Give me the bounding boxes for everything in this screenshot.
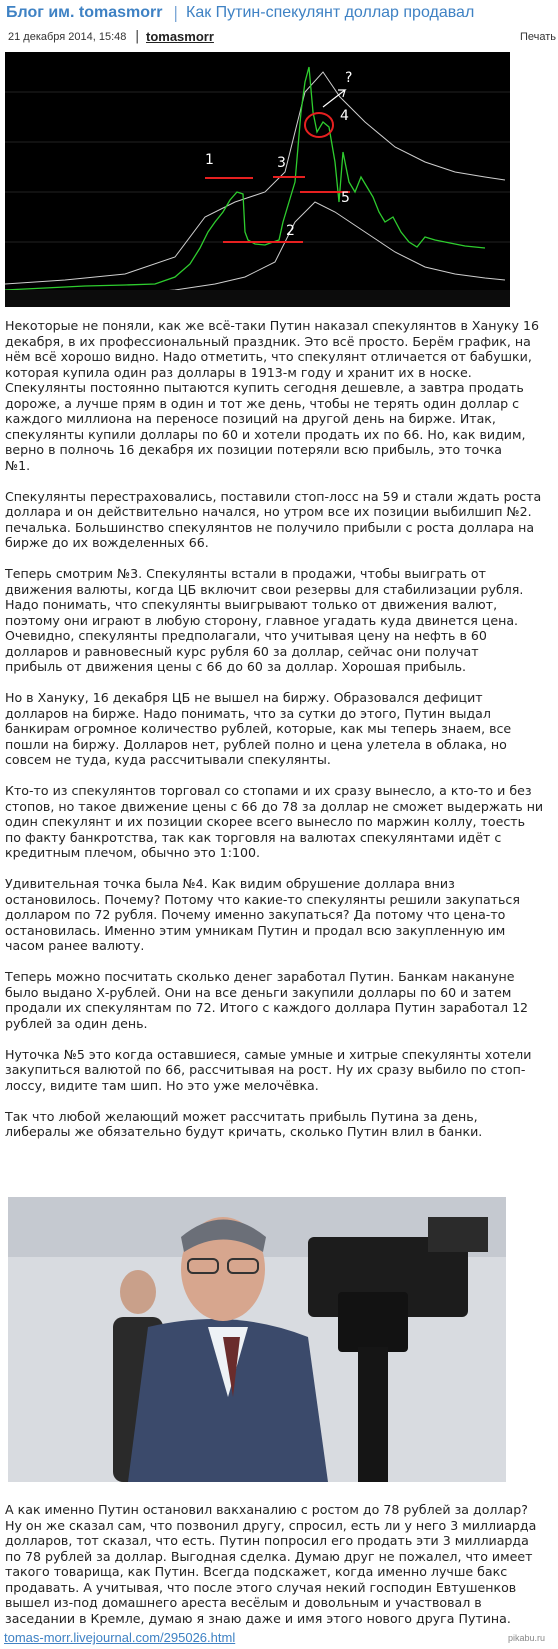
title-separator: | (173, 3, 179, 22)
text-line: прибыль от движения цены с 66 до 60 за доллар. Хорошая прибыль. (5, 659, 467, 674)
paragraph-4 (5, 690, 553, 768)
paragraph-spacer (5, 1031, 553, 1047)
annotation-5: 5 (341, 190, 350, 206)
print-link[interactable]: Печать (520, 31, 557, 43)
text-line: долларов на бирже. Надо понимать, что за сутки до этого, Путин выдал (5, 705, 491, 721)
text-line: Надо понимать, что спекулянты выигрывают только от движения валют, (5, 597, 498, 612)
photo-image (8, 1197, 506, 1482)
meta-separator: | (135, 29, 140, 44)
text-line: декабря, в их профессиональный праздник. Это всё просто. Берём график, на (5, 333, 531, 349)
text-line: продавать. А учитывая, что после этого случая некий господин Евтушенков (5, 1579, 517, 1595)
text-line: каждого миллиона на переносе позиций на другой день на бирже. Итак, (5, 411, 496, 426)
camera-lens (338, 1292, 408, 1352)
paragraph-spacer (5, 675, 553, 691)
text-line: Теперь смотрим №3. Спекулянты встали в продажи, чтобы выиграть от (5, 566, 486, 581)
text-line: долларом по 72 рубля. Почему именно закупаться? Да потому что цена-то (5, 907, 506, 922)
paragraph-spacer (5, 473, 553, 489)
text-line: верно в полночь 16 декабря их позиции потеряли всю прибыль, это точка (5, 442, 503, 457)
camera-tripod (358, 1347, 388, 1482)
text-line: Так что любой желающий может рассчитать прибыль Путина за день, (5, 1108, 478, 1124)
paragraph-1 (5, 318, 553, 473)
text-line: бирже до их вожделенных 66. (5, 535, 209, 550)
text-line: кредитным плечом, обычно это 1:100. (5, 845, 260, 860)
text-line: Теперь можно посчитать сколько денег заработал Путин. Банкам накануне (5, 969, 515, 984)
chart-time-axis (5, 290, 510, 307)
paragraph-5 (5, 783, 553, 861)
text-line: Очевидно, спекулянты предполагали, что учитывая цену на нефть в 60 (5, 628, 487, 643)
paragraph-spacer (5, 551, 553, 567)
text-line: Но в Хануку, 16 декабря ЦБ не вышел на биржу. Образовался дефицит (5, 690, 483, 705)
text-line: лоссу, видите там шип. Но это уже мелочёвка. (5, 1077, 319, 1093)
text-line: либералы же обязательно будут кричать, сколько Путин влил в банки. (5, 1124, 483, 1139)
text-line: нём всё хорошо видно. Надо отметить, что спекулянт отличается от бабушки, (5, 349, 532, 364)
closing-lines (5, 1502, 553, 1626)
text-line: такого товарища, как Путин. Всегда подскажет, когда именно лучше бакс (5, 1564, 508, 1579)
paragraph-spacer (5, 954, 553, 970)
text-line: часом ранее валюту. (5, 938, 145, 953)
text-line: заседании в Кремле, думаю я знаю даже и имя этого нового друга Путина. (5, 1610, 511, 1626)
closing-paragraph (5, 1502, 553, 1626)
text-line: долларов, тот сказал, что есть. Путин попросил его продать эти 3 миллиарда (5, 1533, 529, 1548)
text-line: №1. (5, 457, 31, 473)
paragraph-3 (5, 566, 553, 675)
text-line: по факту банкротства, так как торговля на валютах спекулянтами идёт с (5, 829, 502, 845)
annotation-2: 2 (286, 223, 295, 239)
paragraph-spacer (5, 768, 553, 784)
chart-svg (5, 52, 510, 307)
annotation-question: ? (345, 70, 353, 86)
text-line: Нуточка №5 это когда оставшиеся, самые умные и хитрые спекулянты хотели (5, 1046, 532, 1062)
annotation-1: 1 (205, 152, 214, 168)
text-line: вышел из-под домашнего ареста весёлым и довольным и участвовал в (5, 1595, 482, 1610)
paragraph-6 (5, 876, 553, 954)
text-line: доллара и он действительно начался, но утром все их позиции выбилшип №2. (5, 504, 532, 519)
paragraph-9 (5, 1109, 553, 1140)
post-title[interactable]: Как Путин-спекулянт доллар продавал (186, 4, 475, 21)
paragraph-spacer (5, 1093, 553, 1109)
paragraph-2 (5, 489, 553, 551)
pikabu-watermark: pikabu.ru (508, 1633, 546, 1643)
camera-viewfinder (428, 1217, 488, 1252)
post-header (0, 0, 558, 26)
post-body (5, 318, 553, 1140)
text-line: остановилась. Именно этим умникам Путин и продал всю закупленную им (5, 922, 506, 938)
annotation-3: 3 (277, 155, 286, 171)
text-line: долларов и равновесный курс рубля 60 за доллар, сейчас они получат (5, 643, 479, 659)
text-line: А как именно Путин остановил вакханалию с ростом до 78 рублей за доллар? (5, 1502, 528, 1517)
text-line: пошли на биржу. Долларов нет, рублей полно и цена улетела в облака, но (5, 736, 507, 752)
paragraph-7 (5, 969, 553, 1031)
background-person-head (120, 1270, 156, 1314)
text-line: по 78 рублей за доллар. Выгодная сделка. Думаю друг не пожалел, что имеет (5, 1548, 533, 1564)
source-link[interactable]: tomas-morr.livejournal.com/295026.html (4, 1630, 236, 1645)
text-line: дороже, а лучше прям в один и тот же день, чтобы не терять один доллар с (5, 395, 520, 411)
text-line: совсем не туда, куда рассчитывали спекулянты. (5, 752, 331, 767)
text-line: Ну он же сказал сам, что позвонил другу, спросил, есть ли у него 3 миллиарда (5, 1517, 537, 1533)
text-line: было выдано Х-рублей. Они на все деньги закупили доллары по 60 и затем (5, 984, 512, 1000)
text-line: закупиться валютой по 66, рассчитывая на рост. Ну их сразу выбило по стоп- (5, 1062, 526, 1077)
annotation-4: 4 (340, 108, 349, 124)
text-line: поэтому они играют в любую сторону, главное угадать куда двинется цена. (5, 612, 519, 628)
text-line: движения валюты, когда ЦБ включит свои резервы для стабилизации рубля. (5, 581, 524, 597)
text-line: остановилось. Почему? Потому что какие-то спекулянты решили закупаться (5, 891, 520, 907)
post-date: 21 декабря 2014, 15:48 (8, 31, 127, 43)
text-line: продали их спекулянтам по 72. Итого с каждого доллара Путин заработал 12 (5, 1000, 529, 1015)
forex-chart-image (5, 52, 510, 307)
text-line: рублей за один день. (5, 1015, 148, 1031)
text-line: Удивительная точка была №4. Как видим обрушение доллара вниз (5, 876, 455, 891)
text-line: печалька. Большинство спекулянтов не получило прибыли с роста доллара на (5, 519, 535, 535)
text-line: Некоторые не поняли, как же всё-таки Путин наказал спекулянтов в Хануку 16 (5, 318, 540, 333)
text-line: банкирам огромное количество рублей, которые, как мы теперь знаем, все (5, 721, 512, 736)
author-link[interactable]: tomasmorr (146, 29, 214, 44)
text-line: которая купила один раз доллары в 1913-м году и хранит их в носке. (5, 364, 472, 380)
text-line: Спекулянты постоянно пытаются купить сегодня дешевле, а завтра продать (5, 380, 524, 395)
post-meta (0, 26, 558, 48)
photo-svg (8, 1197, 506, 1482)
paragraph-spacer (5, 861, 553, 877)
text-line: один спекулянт и их позиции скорее всего вынесло по маржин коллу, тоесть (5, 814, 526, 829)
text-line: Спекулянты перестраховались, поставили стоп-лосс на 59 и стали ждать роста (5, 488, 542, 504)
blog-name-link[interactable]: Блог им. tomasmorr (6, 4, 163, 21)
text-line: Кто-то из спекулянтов торговал со стопами и их сразу вынесло, а кто-то и без (5, 783, 532, 798)
text-line: спекулянты купили доллары по 60 и хотели продать их по 66. Но, как видим, (5, 426, 526, 442)
paragraph-8 (5, 1047, 553, 1094)
text-line: стопов, но такое движение цены с 66 до 78 за доллар не сможет выдержать ни (5, 798, 544, 814)
